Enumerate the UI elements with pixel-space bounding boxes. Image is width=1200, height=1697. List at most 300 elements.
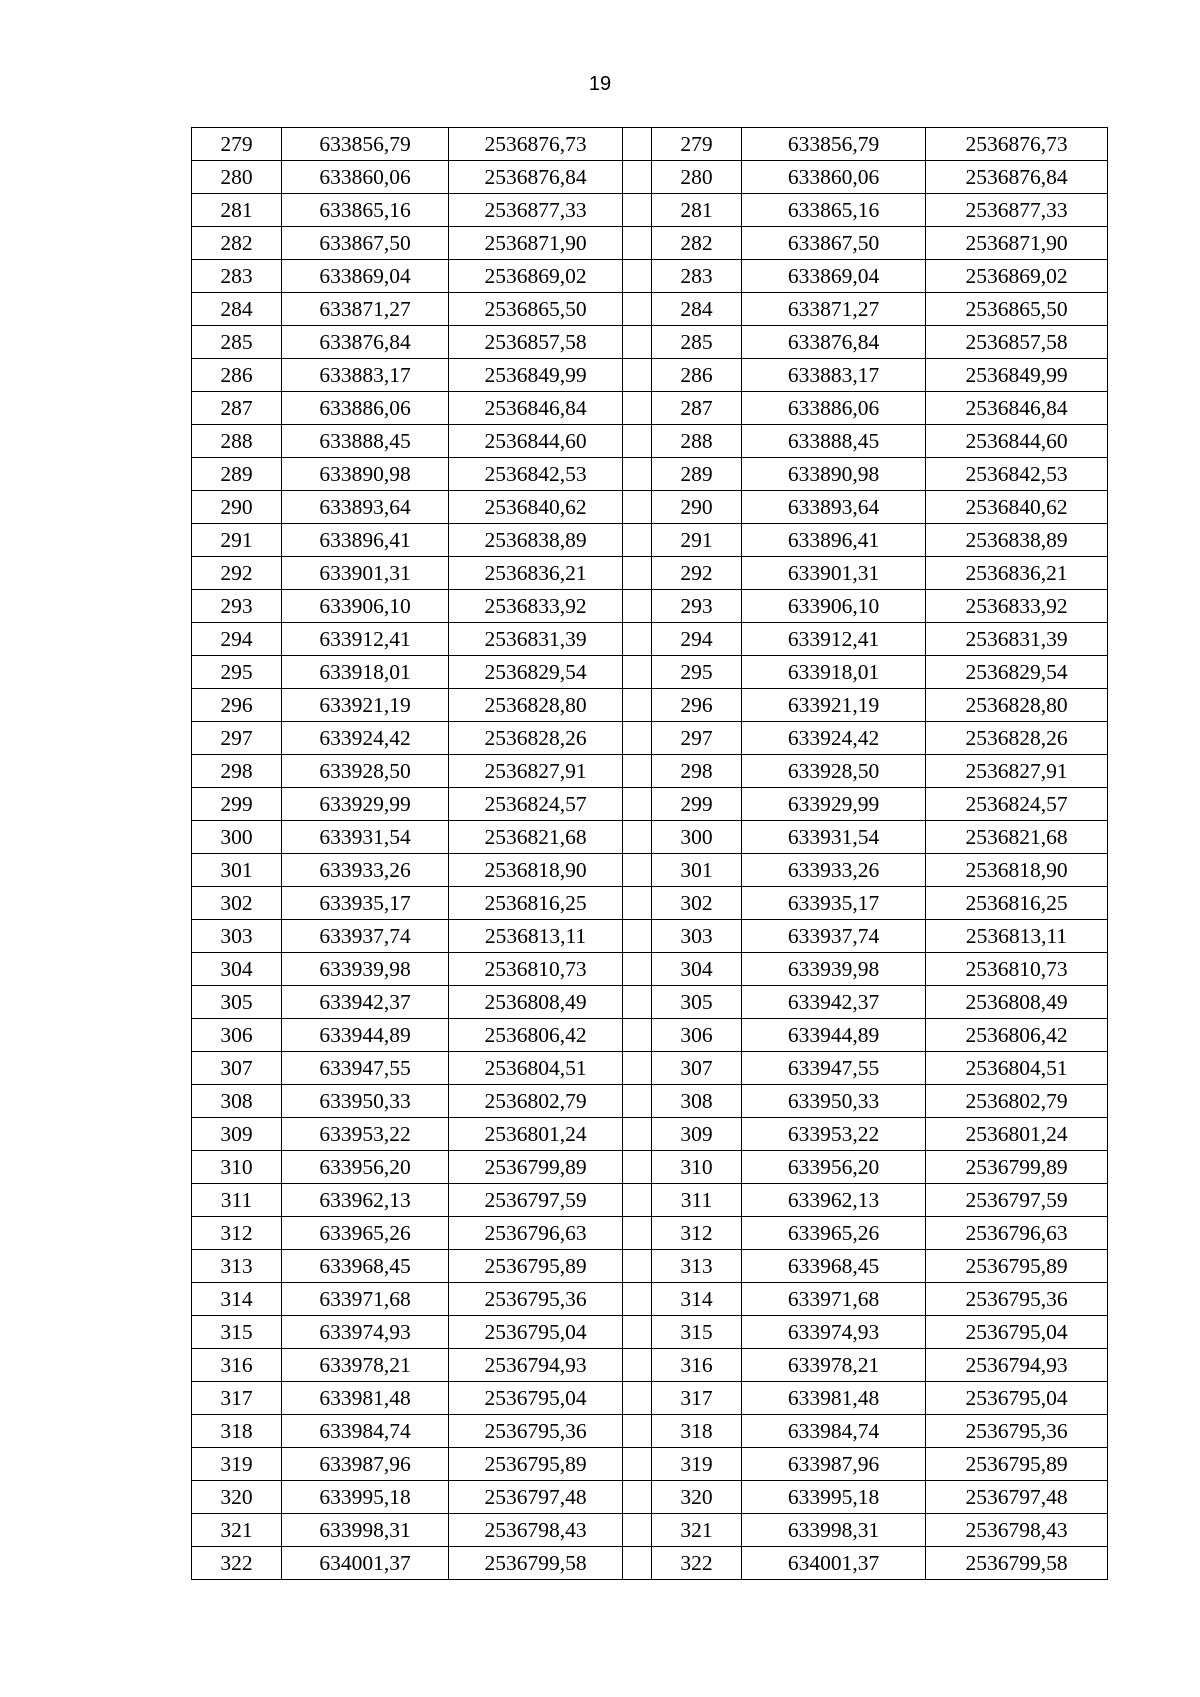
table-row — [192, 821, 1108, 854]
x-coordinate-cell-right: 633912,41 — [742, 623, 926, 656]
separator-cell — [623, 194, 652, 227]
y-coordinate-cell-right: 2536844,60 — [926, 425, 1108, 458]
y-coordinate-cell-right: 2536833,92 — [926, 590, 1108, 623]
point-number-cell-left: 301 — [192, 854, 282, 887]
x-coordinate-cell-right: 633867,50 — [742, 227, 926, 260]
table-row — [192, 755, 1108, 788]
y-coordinate-cell-left: 2536844,60 — [449, 425, 623, 458]
x-coordinate-cell-left: 633924,42 — [282, 722, 449, 755]
y-coordinate-cell-left: 2536833,92 — [449, 590, 623, 623]
point-number-cell-right: 301 — [652, 854, 742, 887]
y-coordinate-cell-right: 2536794,93 — [926, 1349, 1108, 1382]
table-row — [192, 392, 1108, 425]
x-coordinate-cell-right: 633998,31 — [742, 1514, 926, 1547]
point-number-cell-right: 310 — [652, 1151, 742, 1184]
point-number-cell-left: 288 — [192, 425, 282, 458]
point-number-cell-right: 294 — [652, 623, 742, 656]
point-number-cell-left: 285 — [192, 326, 282, 359]
x-coordinate-cell-right: 633865,16 — [742, 194, 926, 227]
x-coordinate-cell-left: 633965,26 — [282, 1217, 449, 1250]
y-coordinate-cell-right: 2536797,48 — [926, 1481, 1108, 1514]
point-number-cell-right: 316 — [652, 1349, 742, 1382]
y-coordinate-cell-left: 2536795,36 — [449, 1415, 623, 1448]
separator-cell — [623, 887, 652, 920]
separator-cell — [623, 854, 652, 887]
table-row — [192, 1283, 1108, 1316]
y-coordinate-cell-right: 2536804,51 — [926, 1052, 1108, 1085]
point-number-cell-right: 314 — [652, 1283, 742, 1316]
x-coordinate-cell-right: 633883,17 — [742, 359, 926, 392]
x-coordinate-cell-left: 633950,33 — [282, 1085, 449, 1118]
x-coordinate-cell-left: 634001,37 — [282, 1547, 449, 1580]
point-number-cell-left: 304 — [192, 953, 282, 986]
table-row — [192, 1250, 1108, 1283]
point-number-cell-left: 314 — [192, 1283, 282, 1316]
table-row — [192, 1184, 1108, 1217]
y-coordinate-cell-right: 2536795,04 — [926, 1382, 1108, 1415]
point-number-cell-left: 310 — [192, 1151, 282, 1184]
point-number-cell-right: 285 — [652, 326, 742, 359]
point-number-cell-right: 309 — [652, 1118, 742, 1151]
point-number-cell-left: 302 — [192, 887, 282, 920]
table-row — [192, 359, 1108, 392]
x-coordinate-cell-left: 633928,50 — [282, 755, 449, 788]
x-coordinate-cell-right: 633965,26 — [742, 1217, 926, 1250]
table-row — [192, 887, 1108, 920]
point-number-cell-right: 281 — [652, 194, 742, 227]
point-number-cell-right: 289 — [652, 458, 742, 491]
y-coordinate-cell-right: 2536798,43 — [926, 1514, 1108, 1547]
x-coordinate-cell-right: 633944,89 — [742, 1019, 926, 1052]
point-number-cell-right: 299 — [652, 788, 742, 821]
x-coordinate-cell-right: 633968,45 — [742, 1250, 926, 1283]
table-row — [192, 920, 1108, 953]
x-coordinate-cell-left: 633886,06 — [282, 392, 449, 425]
x-coordinate-cell-right: 633995,18 — [742, 1481, 926, 1514]
point-number-cell-left: 318 — [192, 1415, 282, 1448]
table-row — [192, 986, 1108, 1019]
y-coordinate-cell-right: 2536802,79 — [926, 1085, 1108, 1118]
point-number-cell-left: 311 — [192, 1184, 282, 1217]
y-coordinate-cell-left: 2536829,54 — [449, 656, 623, 689]
separator-cell — [623, 557, 652, 590]
point-number-cell-left: 300 — [192, 821, 282, 854]
point-number-cell-right: 292 — [652, 557, 742, 590]
x-coordinate-cell-left: 633968,45 — [282, 1250, 449, 1283]
table-row — [192, 1151, 1108, 1184]
table-row — [192, 557, 1108, 590]
y-coordinate-cell-left: 2536810,73 — [449, 953, 623, 986]
x-coordinate-cell-left: 633947,55 — [282, 1052, 449, 1085]
x-coordinate-cell-left: 633860,06 — [282, 161, 449, 194]
separator-cell — [623, 1514, 652, 1547]
x-coordinate-cell-left: 633942,37 — [282, 986, 449, 1019]
point-number-cell-left: 303 — [192, 920, 282, 953]
point-number-cell-right: 308 — [652, 1085, 742, 1118]
table-row — [192, 1448, 1108, 1481]
x-coordinate-cell-left: 633883,17 — [282, 359, 449, 392]
x-coordinate-cell-right: 633856,79 — [742, 128, 926, 161]
y-coordinate-cell-left: 2536806,42 — [449, 1019, 623, 1052]
point-number-cell-left: 297 — [192, 722, 282, 755]
x-coordinate-cell-left: 633929,99 — [282, 788, 449, 821]
separator-cell — [623, 128, 652, 161]
separator-cell — [623, 821, 652, 854]
point-number-cell-right: 284 — [652, 293, 742, 326]
y-coordinate-cell-left: 2536795,89 — [449, 1250, 623, 1283]
y-coordinate-cell-left: 2536799,89 — [449, 1151, 623, 1184]
point-number-cell-right: 291 — [652, 524, 742, 557]
point-number-cell-right: 311 — [652, 1184, 742, 1217]
separator-cell — [623, 1349, 652, 1382]
y-coordinate-cell-right: 2536795,04 — [926, 1316, 1108, 1349]
point-number-cell-right: 302 — [652, 887, 742, 920]
x-coordinate-cell-right: 633906,10 — [742, 590, 926, 623]
x-coordinate-cell-left: 633921,19 — [282, 689, 449, 722]
y-coordinate-cell-left: 2536869,02 — [449, 260, 623, 293]
y-coordinate-cell-right: 2536842,53 — [926, 458, 1108, 491]
point-number-cell-right: 297 — [652, 722, 742, 755]
point-number-cell-right: 303 — [652, 920, 742, 953]
point-number-cell-left: 322 — [192, 1547, 282, 1580]
x-coordinate-cell-left: 633865,16 — [282, 194, 449, 227]
y-coordinate-cell-right: 2536877,33 — [926, 194, 1108, 227]
x-coordinate-cell-left: 633935,17 — [282, 887, 449, 920]
point-number-cell-left: 294 — [192, 623, 282, 656]
table-row — [192, 953, 1108, 986]
point-number-cell-right: 279 — [652, 128, 742, 161]
point-number-cell-left: 289 — [192, 458, 282, 491]
x-coordinate-cell-left: 633974,93 — [282, 1316, 449, 1349]
x-coordinate-cell-left: 633893,64 — [282, 491, 449, 524]
y-coordinate-cell-right: 2536831,39 — [926, 623, 1108, 656]
x-coordinate-cell-left: 633856,79 — [282, 128, 449, 161]
x-coordinate-cell-right: 633950,33 — [742, 1085, 926, 1118]
y-coordinate-cell-left: 2536804,51 — [449, 1052, 623, 1085]
y-coordinate-cell-left: 2536831,39 — [449, 623, 623, 656]
table-row — [192, 293, 1108, 326]
y-coordinate-cell-left: 2536838,89 — [449, 524, 623, 557]
x-coordinate-cell-left: 633869,04 — [282, 260, 449, 293]
point-number-cell-left: 307 — [192, 1052, 282, 1085]
y-coordinate-cell-left: 2536876,84 — [449, 161, 623, 194]
point-number-cell-left: 279 — [192, 128, 282, 161]
x-coordinate-cell-left: 633939,98 — [282, 953, 449, 986]
x-coordinate-cell-left: 633971,68 — [282, 1283, 449, 1316]
y-coordinate-cell-right: 2536838,89 — [926, 524, 1108, 557]
table-row — [192, 656, 1108, 689]
point-number-cell-left: 317 — [192, 1382, 282, 1415]
separator-cell — [623, 293, 652, 326]
table-row — [192, 194, 1108, 227]
y-coordinate-cell-right: 2536876,73 — [926, 128, 1108, 161]
x-coordinate-cell-right: 633971,68 — [742, 1283, 926, 1316]
y-coordinate-cell-left: 2536871,90 — [449, 227, 623, 260]
y-coordinate-cell-left: 2536821,68 — [449, 821, 623, 854]
point-number-cell-right: 288 — [652, 425, 742, 458]
table-row — [192, 1052, 1108, 1085]
table-row — [192, 1349, 1108, 1382]
y-coordinate-cell-left: 2536857,58 — [449, 326, 623, 359]
point-number-cell-right: 305 — [652, 986, 742, 1019]
x-coordinate-cell-right: 633947,55 — [742, 1052, 926, 1085]
y-coordinate-cell-right: 2536829,54 — [926, 656, 1108, 689]
coordinates-table — [191, 127, 1108, 1580]
separator-cell — [623, 1052, 652, 1085]
point-number-cell-right: 282 — [652, 227, 742, 260]
table-row — [192, 128, 1108, 161]
page-number: 19 — [588, 73, 612, 95]
point-number-cell-right: 320 — [652, 1481, 742, 1514]
table-row — [192, 161, 1108, 194]
point-number-cell-left: 306 — [192, 1019, 282, 1052]
separator-cell — [623, 986, 652, 1019]
x-coordinate-cell-left: 633890,98 — [282, 458, 449, 491]
separator-cell — [623, 1151, 652, 1184]
x-coordinate-cell-right: 633860,06 — [742, 161, 926, 194]
separator-cell — [623, 590, 652, 623]
x-coordinate-cell-right: 633869,04 — [742, 260, 926, 293]
x-coordinate-cell-right: 633918,01 — [742, 656, 926, 689]
y-coordinate-cell-right: 2536846,84 — [926, 392, 1108, 425]
y-coordinate-cell-left: 2536798,43 — [449, 1514, 623, 1547]
separator-cell — [623, 1217, 652, 1250]
x-coordinate-cell-right: 633942,37 — [742, 986, 926, 1019]
point-number-cell-left: 281 — [192, 194, 282, 227]
y-coordinate-cell-left: 2536799,58 — [449, 1547, 623, 1580]
x-coordinate-cell-right: 633921,19 — [742, 689, 926, 722]
table-row — [192, 1547, 1108, 1580]
y-coordinate-cell-right: 2536795,89 — [926, 1250, 1108, 1283]
point-number-cell-right: 290 — [652, 491, 742, 524]
y-coordinate-cell-right: 2536840,62 — [926, 491, 1108, 524]
separator-cell — [623, 722, 652, 755]
x-coordinate-cell-left: 633931,54 — [282, 821, 449, 854]
y-coordinate-cell-right: 2536806,42 — [926, 1019, 1108, 1052]
y-coordinate-cell-left: 2536828,80 — [449, 689, 623, 722]
separator-cell — [623, 1415, 652, 1448]
x-coordinate-cell-right: 633962,13 — [742, 1184, 926, 1217]
separator-cell — [623, 326, 652, 359]
x-coordinate-cell-right: 633893,64 — [742, 491, 926, 524]
y-coordinate-cell-left: 2536828,26 — [449, 722, 623, 755]
separator-cell — [623, 656, 652, 689]
point-number-cell-left: 313 — [192, 1250, 282, 1283]
y-coordinate-cell-right: 2536871,90 — [926, 227, 1108, 260]
y-coordinate-cell-left: 2536836,21 — [449, 557, 623, 590]
table-row — [192, 689, 1108, 722]
x-coordinate-cell-left: 633998,31 — [282, 1514, 449, 1547]
table-row — [192, 788, 1108, 821]
x-coordinate-cell-left: 633987,96 — [282, 1448, 449, 1481]
y-coordinate-cell-right: 2536795,89 — [926, 1448, 1108, 1481]
x-coordinate-cell-right: 633924,42 — [742, 722, 926, 755]
point-number-cell-right: 283 — [652, 260, 742, 293]
y-coordinate-cell-left: 2536824,57 — [449, 788, 623, 821]
y-coordinate-cell-right: 2536801,24 — [926, 1118, 1108, 1151]
separator-cell — [623, 161, 652, 194]
y-coordinate-cell-left: 2536797,59 — [449, 1184, 623, 1217]
point-number-cell-right: 321 — [652, 1514, 742, 1547]
y-coordinate-cell-right: 2536813,11 — [926, 920, 1108, 953]
point-number-cell-left: 293 — [192, 590, 282, 623]
point-number-cell-left: 283 — [192, 260, 282, 293]
y-coordinate-cell-right: 2536828,26 — [926, 722, 1108, 755]
x-coordinate-cell-right: 633890,98 — [742, 458, 926, 491]
y-coordinate-cell-right: 2536795,36 — [926, 1283, 1108, 1316]
x-coordinate-cell-left: 633867,50 — [282, 227, 449, 260]
y-coordinate-cell-left: 2536801,24 — [449, 1118, 623, 1151]
separator-cell — [623, 1184, 652, 1217]
y-coordinate-cell-left: 2536877,33 — [449, 194, 623, 227]
x-coordinate-cell-left: 633871,27 — [282, 293, 449, 326]
y-coordinate-cell-right: 2536810,73 — [926, 953, 1108, 986]
point-number-cell-right: 313 — [652, 1250, 742, 1283]
separator-cell — [623, 1547, 652, 1580]
y-coordinate-cell-right: 2536836,21 — [926, 557, 1108, 590]
separator-cell — [623, 1481, 652, 1514]
table-row — [192, 326, 1108, 359]
table-row — [192, 1217, 1108, 1250]
point-number-cell-right: 317 — [652, 1382, 742, 1415]
point-number-cell-left: 299 — [192, 788, 282, 821]
y-coordinate-cell-left: 2536796,63 — [449, 1217, 623, 1250]
x-coordinate-cell-right: 633928,50 — [742, 755, 926, 788]
table-row — [192, 1481, 1108, 1514]
table-row — [192, 1316, 1108, 1349]
x-coordinate-cell-right: 633933,26 — [742, 854, 926, 887]
x-coordinate-cell-right: 633974,93 — [742, 1316, 926, 1349]
x-coordinate-cell-left: 633888,45 — [282, 425, 449, 458]
separator-cell — [623, 755, 652, 788]
x-coordinate-cell-right: 633929,99 — [742, 788, 926, 821]
separator-cell — [623, 491, 652, 524]
coordinates-table-body — [192, 128, 1108, 1580]
point-number-cell-left: 320 — [192, 1481, 282, 1514]
table-row — [192, 524, 1108, 557]
y-coordinate-cell-left: 2536840,62 — [449, 491, 623, 524]
x-coordinate-cell-right: 633937,74 — [742, 920, 926, 953]
point-number-cell-left: 298 — [192, 755, 282, 788]
separator-cell — [623, 689, 652, 722]
x-coordinate-cell-left: 633981,48 — [282, 1382, 449, 1415]
y-coordinate-cell-right: 2536818,90 — [926, 854, 1108, 887]
point-number-cell-right: 295 — [652, 656, 742, 689]
point-number-cell-left: 305 — [192, 986, 282, 1019]
separator-cell — [623, 524, 652, 557]
point-number-cell-left: 321 — [192, 1514, 282, 1547]
point-number-cell-left: 308 — [192, 1085, 282, 1118]
y-coordinate-cell-right: 2536796,63 — [926, 1217, 1108, 1250]
table-row — [192, 1382, 1108, 1415]
y-coordinate-cell-right: 2536869,02 — [926, 260, 1108, 293]
point-number-cell-right: 300 — [652, 821, 742, 854]
x-coordinate-cell-left: 633906,10 — [282, 590, 449, 623]
point-number-cell-left: 282 — [192, 227, 282, 260]
separator-cell — [623, 1316, 652, 1349]
y-coordinate-cell-right: 2536799,89 — [926, 1151, 1108, 1184]
x-coordinate-cell-right: 633871,27 — [742, 293, 926, 326]
x-coordinate-cell-left: 633876,84 — [282, 326, 449, 359]
point-number-cell-right: 298 — [652, 755, 742, 788]
x-coordinate-cell-left: 633956,20 — [282, 1151, 449, 1184]
point-number-cell-left: 295 — [192, 656, 282, 689]
x-coordinate-cell-right: 633886,06 — [742, 392, 926, 425]
x-coordinate-cell-left: 633953,22 — [282, 1118, 449, 1151]
point-number-cell-right: 304 — [652, 953, 742, 986]
point-number-cell-right: 296 — [652, 689, 742, 722]
x-coordinate-cell-right: 633901,31 — [742, 557, 926, 590]
y-coordinate-cell-left: 2536795,04 — [449, 1316, 623, 1349]
separator-cell — [623, 359, 652, 392]
y-coordinate-cell-right: 2536865,50 — [926, 293, 1108, 326]
table-row — [192, 1514, 1108, 1547]
y-coordinate-cell-left: 2536795,36 — [449, 1283, 623, 1316]
y-coordinate-cell-left: 2536813,11 — [449, 920, 623, 953]
separator-cell — [623, 1085, 652, 1118]
table-row — [192, 260, 1108, 293]
table-row — [192, 1019, 1108, 1052]
point-number-cell-right: 286 — [652, 359, 742, 392]
separator-cell — [623, 1382, 652, 1415]
table-row — [192, 458, 1108, 491]
separator-cell — [623, 920, 652, 953]
x-coordinate-cell-right: 633876,84 — [742, 326, 926, 359]
x-coordinate-cell-right: 633939,98 — [742, 953, 926, 986]
x-coordinate-cell-right: 633984,74 — [742, 1415, 926, 1448]
y-coordinate-cell-right: 2536876,84 — [926, 161, 1108, 194]
y-coordinate-cell-left: 2536797,48 — [449, 1481, 623, 1514]
point-number-cell-left: 312 — [192, 1217, 282, 1250]
y-coordinate-cell-right: 2536799,58 — [926, 1547, 1108, 1580]
y-coordinate-cell-left: 2536818,90 — [449, 854, 623, 887]
y-coordinate-cell-right: 2536857,58 — [926, 326, 1108, 359]
separator-cell — [623, 227, 652, 260]
table-row — [192, 590, 1108, 623]
x-coordinate-cell-left: 633944,89 — [282, 1019, 449, 1052]
y-coordinate-cell-right: 2536827,91 — [926, 755, 1108, 788]
separator-cell — [623, 425, 652, 458]
separator-cell — [623, 260, 652, 293]
separator-cell — [623, 788, 652, 821]
x-coordinate-cell-right: 634001,37 — [742, 1547, 926, 1580]
point-number-cell-left: 287 — [192, 392, 282, 425]
point-number-cell-left: 286 — [192, 359, 282, 392]
point-number-cell-right: 280 — [652, 161, 742, 194]
y-coordinate-cell-right: 2536849,99 — [926, 359, 1108, 392]
table-row — [192, 854, 1108, 887]
x-coordinate-cell-left: 633901,31 — [282, 557, 449, 590]
point-number-cell-left: 319 — [192, 1448, 282, 1481]
y-coordinate-cell-right: 2536797,59 — [926, 1184, 1108, 1217]
x-coordinate-cell-right: 633896,41 — [742, 524, 926, 557]
separator-cell — [623, 1448, 652, 1481]
x-coordinate-cell-left: 633933,26 — [282, 854, 449, 887]
y-coordinate-cell-left: 2536846,84 — [449, 392, 623, 425]
point-number-cell-right: 293 — [652, 590, 742, 623]
table-row — [192, 491, 1108, 524]
y-coordinate-cell-left: 2536808,49 — [449, 986, 623, 1019]
point-number-cell-right: 312 — [652, 1217, 742, 1250]
point-number-cell-right: 315 — [652, 1316, 742, 1349]
y-coordinate-cell-left: 2536842,53 — [449, 458, 623, 491]
y-coordinate-cell-right: 2536795,36 — [926, 1415, 1108, 1448]
y-coordinate-cell-right: 2536816,25 — [926, 887, 1108, 920]
y-coordinate-cell-left: 2536816,25 — [449, 887, 623, 920]
point-number-cell-right: 318 — [652, 1415, 742, 1448]
point-number-cell-left: 292 — [192, 557, 282, 590]
y-coordinate-cell-left: 2536849,99 — [449, 359, 623, 392]
